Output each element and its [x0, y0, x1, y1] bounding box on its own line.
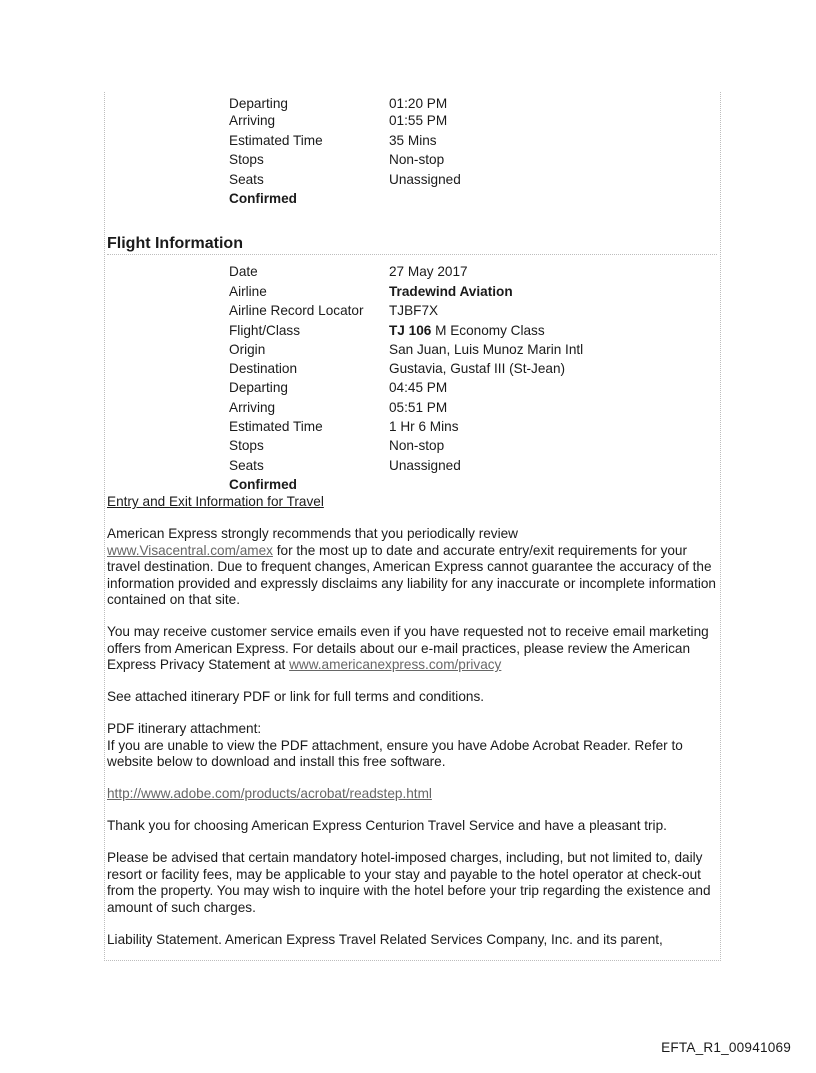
section-title: Flight Information: [107, 235, 717, 255]
hotel-charges-paragraph: Please be advised that certain mandatory hotel-imposed charges, including, but not limited to, daily resort or facility fees, may be applicable to your stay and payable to the hotel operator at check-out from the property. You may wish to inquire with the hotel before your trip regarding the existence and amount of such charges.: [107, 850, 711, 915]
flight2-destination-row: [229, 359, 719, 378]
detail-value: 04:45 PM: [389, 380, 448, 395]
flight2-class-row: [229, 321, 719, 340]
detail-label: Departing: [229, 96, 288, 111]
flight2-stops-row: [229, 436, 719, 455]
pdf-attachment-text: If you are unable to view the PDF attachment, ensure you have Adobe Acrobat Reader. Refer to website below to download and install this free software.: [107, 737, 683, 769]
detail-label: Seats: [229, 458, 264, 473]
flight-class-value: [389, 321, 545, 340]
liability-statement-paragraph: Liability Statement. American Express Travel Related Services Company, Inc. and its parent,: [107, 932, 663, 947]
detail-value: 1 Hr 6 Mins: [389, 419, 459, 434]
flight1-seats-row: [229, 170, 719, 189]
flight2-seats-row: [229, 456, 719, 475]
detail-value: Unassigned: [389, 172, 461, 187]
flight2-airline-row: [229, 282, 719, 301]
visacentral-link[interactable]: www.Visacentral.com/amex: [107, 542, 273, 558]
status-label: Confirmed: [229, 191, 297, 206]
flight2-date-row: [229, 262, 719, 281]
flight2-estimated-time-row: [229, 417, 719, 436]
pdf-attachment-paragraph: [107, 721, 719, 771]
detail-value: Unassigned: [389, 458, 461, 473]
detail-label: Date: [229, 264, 258, 279]
adobe-reader-link[interactable]: http://www.adobe.com/products/acrobat/readstep.html: [107, 786, 432, 801]
flight2-departing-row: [229, 378, 719, 397]
flight1-stops-row: [229, 150, 719, 169]
flight1-estimated-time-row: [229, 131, 719, 150]
detail-value: 27 May 2017: [389, 264, 468, 279]
detail-label: Airline: [229, 284, 267, 299]
detail-label: Estimated Time: [229, 133, 323, 148]
email-practices-paragraph: [107, 624, 719, 674]
adobe-link-paragraph: [107, 786, 719, 803]
detail-label: Arriving: [229, 400, 276, 415]
detail-label: Arriving: [229, 113, 276, 128]
detail-value: 01:55 PM: [389, 113, 448, 128]
class-name: M Economy Class: [435, 323, 545, 338]
thank-you-paragraph: Thank you for choosing American Express Centurion Travel Service and have a pleasant trip.: [107, 818, 667, 833]
detail-value: Non-stop: [389, 438, 445, 453]
airline-name: Tradewind Aviation: [389, 284, 513, 299]
document-id: EFTA_R1_00941069: [661, 1040, 791, 1055]
flight2-origin-row: [229, 340, 719, 359]
flight1-status: [229, 189, 719, 208]
detail-label: Airline Record Locator: [229, 303, 364, 318]
email-practices-text: You may receive customer service emails even if you have requested not to receive email marketing offers from American Express. For details about our e-mail practices, please review the American Express Privacy Statement at: [107, 624, 709, 672]
terms-paragraph: See attached itinerary PDF or link for full terms and conditions.: [107, 689, 485, 704]
detail-label: Origin: [229, 342, 266, 357]
detail-value: 05:51 PM: [389, 400, 448, 415]
pdf-attachment-title: PDF itinerary attachment:: [107, 721, 262, 736]
detail-label: Departing: [229, 380, 288, 395]
visa-text-intro: American Express strongly recommends that you periodically review: [107, 526, 518, 541]
detail-value: Non-stop: [389, 152, 445, 167]
detail-label: Seats: [229, 172, 264, 187]
status-label: Confirmed: [229, 477, 297, 492]
detail-value: TJBF7X: [389, 303, 439, 318]
detail-label: Flight/Class: [229, 323, 301, 338]
flight1-arriving-row: [229, 111, 719, 130]
visa-text-rest: for the most up to date and accurate entry/exit requirements for your travel destination. Due to frequent changes, American Express cannot guarantee the accuracy of the information provided and expressly disclaims any liability for any inaccurate or incomplete information contained on that site.: [107, 542, 716, 607]
detail-label: Stops: [229, 438, 264, 453]
flight2-locator-row: [229, 301, 719, 320]
entry-exit-heading: Entry and Exit Information for Travel: [107, 494, 324, 509]
flight2-status: [229, 475, 719, 494]
detail-value: San Juan, Luis Munoz Marin Intl: [389, 342, 584, 357]
detail-label: Estimated Time: [229, 419, 323, 434]
detail-label: Stops: [229, 152, 264, 167]
flight2-arriving-row: [229, 398, 719, 417]
detail-label: Destination: [229, 361, 298, 376]
detail-value: 35 Mins: [389, 133, 437, 148]
visa-recommendation-paragraph: [107, 526, 719, 609]
detail-value: Gustavia, Gustaf III (St-Jean): [389, 361, 566, 376]
flight-number: TJ 106: [389, 323, 432, 338]
detail-value: 01:20 PM: [389, 96, 448, 111]
privacy-link[interactable]: www.americanexpress.com/privacy: [289, 657, 502, 672]
